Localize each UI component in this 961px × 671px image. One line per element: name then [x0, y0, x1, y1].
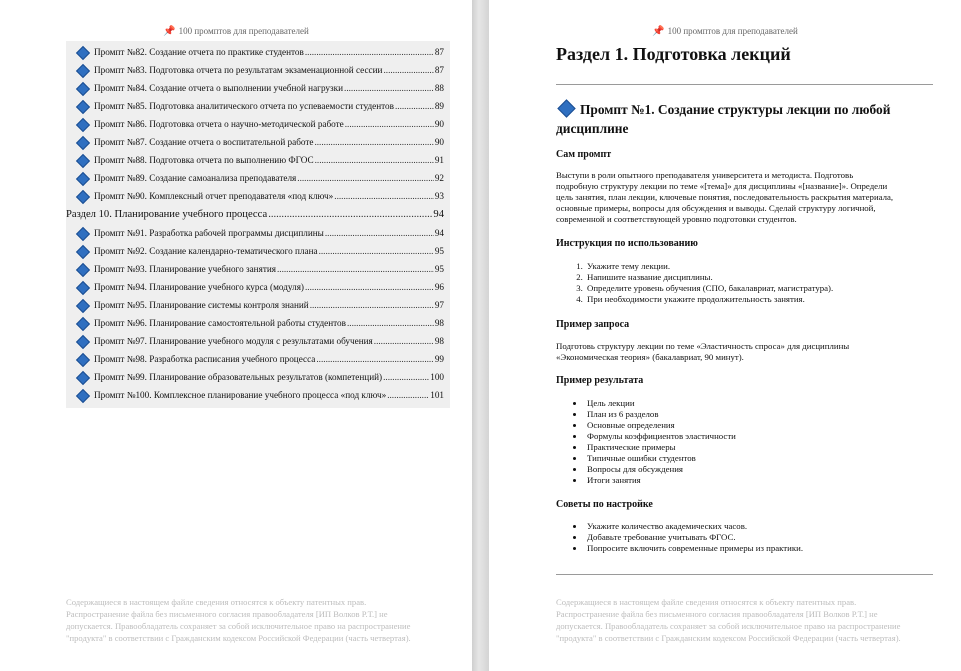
toc-title: Промпт №96. Планирование самостоятельной работы студентов: [94, 318, 346, 328]
copyright-footer: [66, 596, 436, 644]
tips-list: [571, 521, 803, 554]
footer-line: Распространение файла без письменного согласия правообладателя [ИП Волков Р.Т.] не: [556, 609, 878, 619]
toc-page-number: 89: [434, 101, 444, 111]
heading-tips: Советы по настройке: [556, 499, 653, 510]
list-item: • Типичные ошибки студентов: [585, 453, 736, 464]
toc-title: Промпт №90. Комплексный отчет преподавателя «под ключ»: [94, 191, 334, 201]
diamond-icon: [76, 227, 90, 241]
diamond-icon: [76, 136, 90, 150]
toc-title: Промпт №94. Планирование учебного курса (модуля): [94, 282, 304, 292]
toc-item-row[interactable]: [66, 169, 450, 187]
diamond-icon: [76, 317, 90, 331]
diamond-icon: [76, 371, 90, 385]
diamond-icon: [76, 100, 90, 114]
list-item: • Добавьте требование учитывать ФГОС.: [585, 532, 803, 543]
toc-page-number: 95: [434, 264, 444, 274]
toc-title: Промпт №95. Планирование системы контроля знаний: [94, 300, 309, 310]
list-item: • Итоги занятия: [585, 475, 736, 486]
diamond-icon: [76, 190, 90, 204]
toc-title: Промпт №85. Подготовка аналитического отчета по успеваемости студентов: [94, 101, 394, 111]
toc-title: Промпт №91. Разработка рабочей программы дисциплины: [94, 228, 324, 238]
toc-leader-dots: [277, 260, 434, 278]
diamond-icon: [76, 64, 90, 78]
toc-title: Раздел 10. Планирование учебного процесса: [66, 209, 268, 220]
toc-item-row[interactable]: [66, 368, 450, 386]
toc-page-number: 87: [434, 47, 444, 57]
toc-item-row[interactable]: [66, 332, 450, 350]
diamond-icon: [76, 389, 90, 403]
toc-item-row[interactable]: [66, 242, 450, 260]
toc-leader-dots: [268, 205, 432, 224]
toc-leader-dots: [305, 43, 434, 61]
diamond-icon: [76, 118, 90, 132]
table-of-contents: [66, 41, 450, 408]
prompt-title: Промпт №1. Создание структуры лекции по любой дисциплине: [556, 100, 936, 138]
list-item: • План из 6 разделов: [585, 409, 736, 420]
copyright-footer: [556, 596, 926, 644]
toc-item-row[interactable]: [66, 386, 450, 404]
toc-page-number: 99: [434, 354, 444, 364]
toc-item-row[interactable]: [66, 224, 450, 242]
toc-leader-dots: [374, 332, 434, 350]
toc-page-number: 97: [434, 300, 444, 310]
section-title: Раздел 1. Подготовка лекций: [556, 44, 791, 64]
prompt-text: Выступи в роли опытного преподавателя университета и методиста. Подготовь подробную структуру лекции по теме «[тема]» для дисциплины «[название]». Определи цель занятия, план лекции, ключевые понятия, последовательность раскрытия материала, основные примеры, вопросы для обсуждения и выводы. Сделай структуру логичной, современной и соответствующей уровню подготовки студентов.: [556, 170, 894, 224]
pushpin-icon: 📌: [163, 26, 176, 37]
list-item: • Цель лекции: [585, 398, 736, 409]
list-item: 1. Укажите тему лекции.: [585, 261, 833, 272]
toc-page-number: 87: [434, 65, 444, 75]
heading-prompt: Сам промпт: [556, 149, 612, 160]
list-item: 4. При необходимости укажите продолжительность занятия.: [585, 294, 833, 305]
toc-leader-dots: [347, 314, 434, 332]
toc-title: Промпт №84. Создание отчета о выполнении учебной нагрузки: [94, 83, 344, 93]
toc-section-row[interactable]: [66, 205, 450, 224]
diamond-icon: [76, 353, 90, 367]
toc-item-row[interactable]: [66, 296, 450, 314]
list-item: • Формулы коэффициентов эластичности: [585, 431, 736, 442]
toc-leader-dots: [325, 224, 434, 242]
diamond-icon: [76, 335, 90, 349]
toc-leader-dots: [316, 350, 433, 368]
toc-leader-dots: [345, 115, 434, 133]
page-left: [0, 0, 472, 671]
toc-item-row[interactable]: [66, 79, 450, 97]
toc-item-row[interactable]: [66, 314, 450, 332]
toc-item-row[interactable]: [66, 278, 450, 296]
list-item: • Практические примеры: [585, 442, 736, 453]
toc-item-row[interactable]: [66, 61, 450, 79]
toc-page-number: 90: [434, 137, 444, 147]
toc-leader-dots: [395, 97, 434, 115]
toc-title: Промпт №89. Создание самоанализа преподавателя: [94, 173, 297, 183]
pushpin-icon: 📌: [652, 26, 665, 37]
toc-leader-dots: [310, 296, 434, 314]
footer-line: Содержащиеся в настоящем файле сведения относятся к объекту патентных прав.: [556, 597, 857, 607]
footer-line: допускается. Правообладатель сохраняет за собой исключительное право на распространение: [66, 621, 411, 631]
toc-leader-dots: [319, 242, 434, 260]
toc-page-number: 98: [434, 336, 444, 346]
list-item: • Вопросы для обсуждения: [585, 464, 736, 475]
toc-title: Промпт №83. Подготовка отчета по результатам экзаменационной сессии: [94, 65, 383, 75]
page-gutter: [472, 0, 489, 671]
toc-page-number: 94: [433, 209, 444, 220]
instructions-list: [571, 261, 833, 305]
toc-item-row[interactable]: [66, 260, 450, 278]
toc-title: Промпт №93. Планирование учебного занятия: [94, 264, 276, 274]
toc-page-number: 88: [434, 83, 444, 93]
list-item: • Попросите включить современные примеры из практики.: [585, 543, 803, 554]
list-item: 2. Напишите название дисциплины.: [585, 272, 833, 283]
toc-leader-dots: [334, 187, 434, 205]
footer-line: Содержащиеся в настоящем файле сведения относятся к объекту патентных прав.: [66, 597, 367, 607]
toc-page-number: 94: [434, 228, 444, 238]
diamond-icon: [76, 281, 90, 295]
toc-leader-dots: [314, 133, 433, 151]
list-item: • Основные определения: [585, 420, 736, 431]
divider: [556, 84, 933, 85]
toc-leader-dots: [383, 61, 433, 79]
toc-item-row[interactable]: [66, 97, 450, 115]
diamond-icon: [76, 245, 90, 259]
diamond-icon: [76, 172, 90, 186]
toc-page-number: 90: [434, 119, 444, 129]
toc-title: Промпт №99. Планирование образовательных результатов (компетенций): [94, 372, 383, 382]
result-list: [571, 398, 736, 486]
toc-page-number: 95: [434, 246, 444, 256]
list-item: 3. Определите уровень обучения (СПО, бакалавриат, магистратура).: [585, 283, 833, 294]
toc-item-row[interactable]: [66, 187, 450, 205]
toc-page-number: 98: [434, 318, 444, 328]
footer-line: Распространение файла без письменного согласия правообладателя [ИП Волков Р.Т.] не: [66, 609, 388, 619]
toc-item-row[interactable]: [66, 43, 450, 61]
diamond-icon: [76, 263, 90, 277]
page-header: 📌 100 промптов для преподавателей: [163, 26, 309, 37]
toc-leader-dots: [305, 278, 434, 296]
toc-item-row[interactable]: [66, 115, 450, 133]
heading-example: Пример запроса: [556, 319, 630, 330]
diamond-icon: [76, 154, 90, 168]
heading-instructions: Инструкция по использованию: [556, 238, 698, 249]
toc-page-number: 91: [434, 155, 444, 165]
diamond-icon: [557, 99, 575, 117]
toc-leader-dots: [315, 151, 434, 169]
toc-title: Промпт №100. Комплексное планирование учебного процесса «под ключ»: [94, 390, 387, 400]
toc-page-number: 96: [434, 282, 444, 292]
page-header: 📌 100 промптов для преподавателей: [652, 26, 798, 37]
toc-title: Промпт №82. Создание отчета по практике студентов: [94, 47, 304, 57]
toc-title: Промпт №98. Разработка расписания учебного процесса: [94, 354, 316, 364]
toc-page-number: 92: [434, 173, 444, 183]
toc-leader-dots: [297, 169, 434, 187]
toc-item-row[interactable]: [66, 133, 450, 151]
toc-item-row[interactable]: [66, 151, 450, 169]
toc-title: Промпт №92. Создание календарно-тематического плана: [94, 246, 318, 256]
footer-line: "продукта" в соответствии с Гражданским кодексом Российской Федерации (часть четвертая).: [556, 633, 901, 643]
example-text: Подготовь структуру лекции по теме «Эластичность спроса» для дисциплины «Экономическая теория» (бакалавриат, 90 минут).: [556, 341, 850, 362]
divider: [556, 574, 933, 575]
diamond-icon: [76, 299, 90, 313]
list-item: • Укажите количество академических часов.: [585, 521, 803, 532]
footer-line: допускается. Правообладатель сохраняет за собой исключительное право на распространение: [556, 621, 901, 631]
diamond-icon: [76, 82, 90, 96]
toc-title: Промпт №87. Создание отчета о воспитательной работе: [94, 137, 314, 147]
toc-page-number: 101: [430, 390, 444, 400]
diamond-icon: [76, 46, 90, 60]
toc-title: Промпт №86. Подготовка отчета о научно-методической работе: [94, 119, 344, 129]
toc-leader-dots: [387, 386, 429, 404]
toc-item-row[interactable]: [66, 350, 450, 368]
toc-page-number: 93: [434, 191, 444, 201]
toc-title: Промпт №88. Подготовка отчета по выполнению ФГОС: [94, 155, 314, 165]
toc-leader-dots: [383, 368, 429, 386]
toc-leader-dots: [344, 79, 434, 97]
toc-page-number: 100: [430, 372, 444, 382]
footer-line: "продукта" в соответствии с Гражданским кодексом Российской Федерации (часть четвертая).: [66, 633, 411, 643]
toc-title: Промпт №97. Планирование учебного модуля с результатами обучения: [94, 336, 373, 346]
heading-result: Пример результата: [556, 375, 644, 386]
